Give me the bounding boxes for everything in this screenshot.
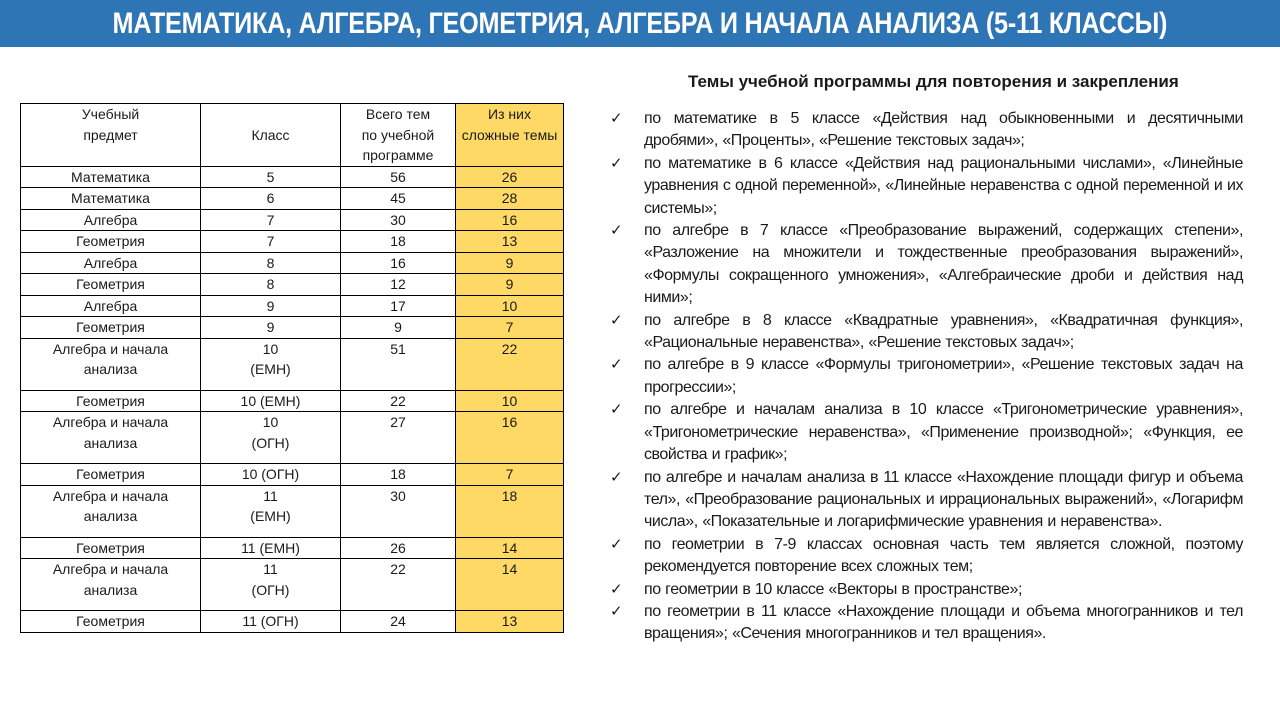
table-row <box>21 559 564 611</box>
table-row <box>21 485 564 537</box>
cell-grade: 8 <box>201 252 341 274</box>
topic-text: по геометрии в 7-9 классах основная часть тем является сложной, поэтому рекомендуется повторение всех сложных тем; <box>644 535 1243 576</box>
cell-total: 45 <box>341 188 456 210</box>
check-mark-icon: ✓ <box>610 222 623 240</box>
cell-difficult: 7 <box>456 464 564 486</box>
cell-subject: Геометрия <box>21 231 201 253</box>
topic-text: по алгебре в 7 классе «Преобразование выражений, содержащих степени», «Разложение на множители и тождественные преобразования выражений», «Формулы сокращенного умножения», «Алгебраические дроби и действия над ними»; <box>644 222 1243 307</box>
table-row <box>21 188 564 210</box>
cell-subject: Геометрия <box>21 611 201 633</box>
cell-subject: Алгебра <box>21 209 201 231</box>
topic-text: по математике в 5 классе «Действия над обыкновенными и десятичными дробями», «Проценты», «Решение текстовых задач»; <box>644 110 1243 150</box>
cell-difficult: 22 <box>456 338 564 390</box>
topic-item <box>600 601 1243 646</box>
cell-total: 22 <box>341 559 456 611</box>
cell-total: 30 <box>341 485 456 537</box>
cell-total: 18 <box>341 231 456 253</box>
cell-total: 30 <box>341 209 456 231</box>
cell-subject: Геометрия <box>21 390 201 412</box>
table-row <box>21 611 564 633</box>
cell-subject: Алгебра <box>21 295 201 317</box>
topic-item <box>600 108 1243 153</box>
topic-item <box>600 579 1243 601</box>
check-mark-icon: ✓ <box>610 580 623 598</box>
table-row <box>21 390 564 412</box>
table-row <box>21 166 564 188</box>
table-row <box>21 464 564 486</box>
cell-grade: 11 (ЕМН) <box>201 485 341 537</box>
check-mark-icon: ✓ <box>610 356 623 374</box>
cell-grade: 10 (ОГН) <box>201 412 341 464</box>
check-mark-icon: ✓ <box>610 154 623 172</box>
topic-item <box>600 354 1243 399</box>
cell-difficult: 16 <box>456 412 564 464</box>
topics-panel <box>600 72 1243 646</box>
cell-total: 18 <box>341 464 456 486</box>
cell-difficult: 7 <box>456 317 564 339</box>
topics-list <box>600 108 1243 646</box>
cell-grade: 11 (ЕМН) <box>201 537 341 559</box>
cell-grade: 10 (ЕМН) <box>201 390 341 412</box>
cell-grade: 6 <box>201 188 341 210</box>
cell-grade: 9 <box>201 317 341 339</box>
cell-grade: 11 (ОГН) <box>201 559 341 611</box>
check-mark-icon: ✓ <box>610 311 623 329</box>
cell-total: 22 <box>341 390 456 412</box>
topics-table <box>20 103 564 633</box>
topics-heading: Темы учебной программы для повторения и закрепления <box>688 72 1179 91</box>
header-total-topics: Всего тем по учебной программе <box>341 104 456 167</box>
cell-difficult: 16 <box>456 209 564 231</box>
header-subject: Учебный предмет <box>21 104 201 167</box>
topic-text: по математике в 6 классе «Действия над рациональными числами», «Линейные уравнения с одной переменной», «Линейные неравенства с одной переменной и их системы»; <box>644 154 1243 217</box>
cell-grade: 11 (ОГН) <box>201 611 341 633</box>
cell-total: 56 <box>341 166 456 188</box>
cell-grade: 10 (ЕМН) <box>201 338 341 390</box>
cell-subject: Алгебра и начала анализа <box>21 559 201 611</box>
check-mark-icon: ✓ <box>610 110 623 127</box>
cell-subject: Геометрия <box>21 317 201 339</box>
cell-total: 12 <box>341 274 456 296</box>
cell-subject: Математика <box>21 166 201 188</box>
cell-difficult: 13 <box>456 231 564 253</box>
header-difficult-topics: Из них сложные темы <box>456 104 564 167</box>
cell-difficult: 10 <box>456 390 564 412</box>
topic-item <box>600 310 1243 355</box>
cell-difficult: 14 <box>456 559 564 611</box>
topic-item <box>600 467 1243 534</box>
cell-subject: Геометрия <box>21 274 201 296</box>
topic-text: по алгебре в 9 классе «Формулы тригонометрии», «Решение текстовых задач на прогрессии»; <box>644 356 1243 396</box>
cell-grade: 5 <box>201 166 341 188</box>
cell-total: 17 <box>341 295 456 317</box>
cell-total: 16 <box>341 252 456 274</box>
cell-difficult: 9 <box>456 252 564 274</box>
check-mark-icon: ✓ <box>610 535 623 553</box>
topic-text: по геометрии в 11 классе «Нахождение площади и объема многогранников и тел вращения»; «Сечения многогранников и тел вращения». <box>644 602 1243 643</box>
cell-difficult: 10 <box>456 295 564 317</box>
cell-grade: 7 <box>201 231 341 253</box>
cell-grade: 8 <box>201 274 341 296</box>
cell-subject: Математика <box>21 188 201 210</box>
cell-total: 26 <box>341 537 456 559</box>
cell-subject: Геометрия <box>21 537 201 559</box>
check-mark-icon: ✓ <box>610 468 623 486</box>
table-row <box>21 252 564 274</box>
cell-subject: Геометрия <box>21 464 201 486</box>
topic-text: по алгебре в 8 классе «Квадратные уравнения», «Квадратичная функция», «Рациональные неравенства», «Решение текстовых задач»; <box>644 311 1243 352</box>
check-mark-icon: ✓ <box>610 602 623 620</box>
cell-difficult: 26 <box>456 166 564 188</box>
cell-difficult: 18 <box>456 485 564 537</box>
cell-difficult: 14 <box>456 537 564 559</box>
table-row <box>21 412 564 464</box>
topic-text: по алгебре и началам анализа в 11 классе «Нахождение площади фигур и объема тел», «Преобразование рациональных и иррациональных выражений», «Логарифм числа», «Показательные и логарифмические уравнения и неравенства». <box>644 468 1243 531</box>
table-row <box>21 537 564 559</box>
check-mark-icon: ✓ <box>610 401 623 419</box>
cell-subject: Алгебра и начала анализа <box>21 412 201 464</box>
table-row <box>21 231 564 253</box>
cell-difficult: 13 <box>456 611 564 633</box>
cell-total: 27 <box>341 412 456 464</box>
page-title: МАТЕМАТИКА, АЛГЕБРА, ГЕОМЕТРИЯ, АЛГЕБРА И НАЧАЛА АНАЛИЗА (5-11 КЛАССЫ) <box>112 6 1168 40</box>
table-row <box>21 338 564 390</box>
header-grade: Класс <box>201 104 341 167</box>
topic-item <box>600 399 1243 466</box>
cell-total: 24 <box>341 611 456 633</box>
table-row <box>21 295 564 317</box>
table-row <box>21 274 564 296</box>
cell-difficult: 9 <box>456 274 564 296</box>
table-row <box>21 209 564 231</box>
cell-grade: 7 <box>201 209 341 231</box>
topic-item <box>600 220 1243 310</box>
table-header-row <box>21 104 564 167</box>
cell-difficult: 28 <box>456 188 564 210</box>
cell-subject: Алгебра и начала анализа <box>21 485 201 537</box>
cell-subject: Алгебра и начала анализа <box>21 338 201 390</box>
topic-item <box>600 153 1243 220</box>
topic-text: по геометрии в 10 классе «Векторы в пространстве»; <box>644 580 1022 598</box>
table-row <box>21 317 564 339</box>
title-banner <box>0 0 1280 47</box>
cell-subject: Алгебра <box>21 252 201 274</box>
cell-total: 9 <box>341 317 456 339</box>
topic-item <box>600 534 1243 579</box>
cell-total: 51 <box>341 338 456 390</box>
cell-grade: 10 (ОГН) <box>201 464 341 486</box>
topic-text: по алгебре и началам анализа в 10 классе «Тригонометрические уравнения», «Тригонометрические неравенства», «Применение производной»; «Функция, ее свойства и график»; <box>644 401 1243 464</box>
cell-grade: 9 <box>201 295 341 317</box>
